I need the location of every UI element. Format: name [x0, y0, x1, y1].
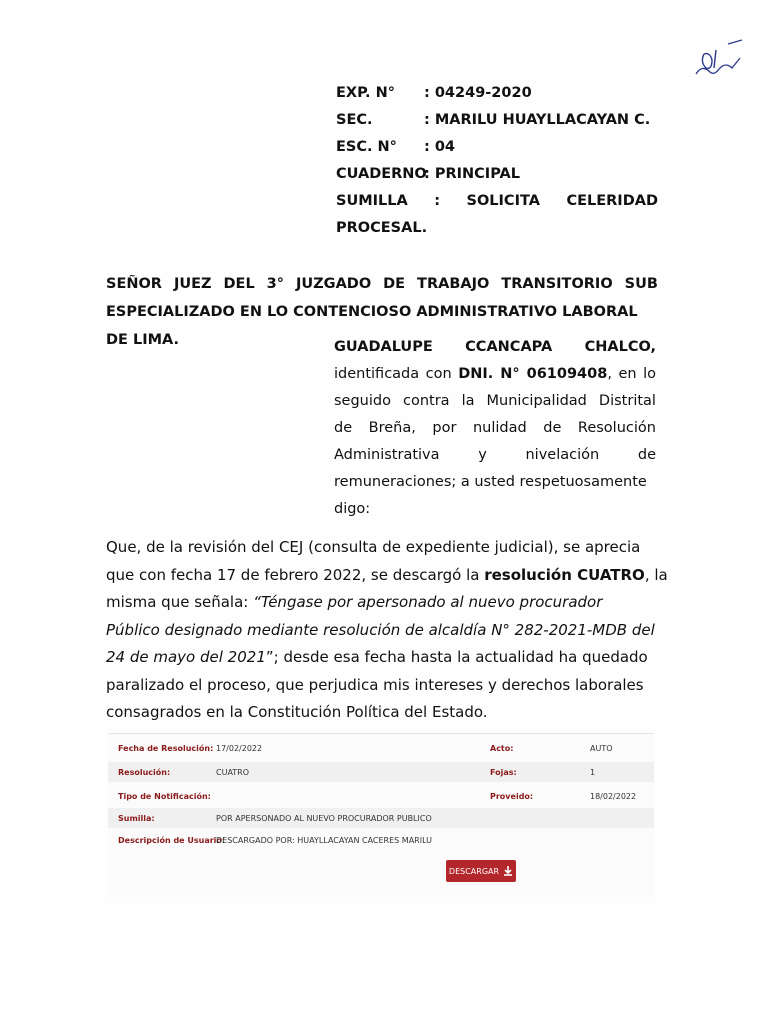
- petitioner-word: de: [334, 420, 353, 436]
- petitioner-word: de: [543, 420, 562, 436]
- petitioner-word: por: [432, 420, 457, 436]
- addressee-word: 3°: [266, 276, 285, 292]
- para-text: , la: [644, 565, 668, 584]
- addressee-word: TRABAJO: [417, 276, 490, 292]
- cej-row-fecha: [108, 738, 654, 758]
- para-line-2: [106, 562, 668, 590]
- header-row-sec: [336, 107, 658, 134]
- petitioner-line-7: digo:: [334, 501, 371, 517]
- petitioner-word: nivelación: [525, 447, 600, 463]
- download-button-label: DESCARGAR: [448, 866, 500, 876]
- petitioner-word: la: [461, 393, 475, 409]
- header-row-sumilla-cont: [336, 215, 658, 242]
- header-key: CUADERNO: [336, 166, 427, 182]
- addressee-word: SUB: [624, 276, 658, 292]
- para-line-5: [106, 644, 656, 672]
- petitioner-name: [334, 334, 656, 361]
- para-line-4: [106, 617, 656, 645]
- para-line-1: Que, de la revisión del CEJ (consulta de expediente judicial), se aprecia: [106, 538, 641, 556]
- addressee-word: SEÑOR: [106, 276, 162, 292]
- cej-row-tipo: [108, 786, 654, 806]
- addressee-word: JUEZ: [173, 276, 212, 292]
- cej-value: CUATRO: [216, 768, 250, 777]
- petitioner-word: Municipalidad: [486, 393, 587, 409]
- header-row-cuaderno: [336, 161, 658, 188]
- para-text: que con fecha 17 de febrero 2022, se descargó la: [106, 565, 485, 584]
- header-row-sumilla: [336, 188, 658, 215]
- petitioner-text: identificada con: [334, 366, 459, 382]
- header-key: ESC. N°: [336, 139, 397, 155]
- cej-value: 18/02/2022: [590, 792, 637, 801]
- para-line-6: paralizado el proceso, que perjudica mis intereses y derechos laborales: [106, 675, 644, 694]
- case-header: [336, 80, 658, 242]
- header-row-exp: [336, 80, 658, 107]
- name-word: CHALCO,: [584, 339, 656, 355]
- para-italic: Público designado mediante resolución de alcaldía N° 282-2021-MDB del: [106, 620, 655, 639]
- header-value: : 04: [424, 139, 456, 155]
- petitioner-line-5: [334, 442, 656, 469]
- petitioner-word: seguido: [334, 393, 391, 409]
- petitioner-line-6: remuneraciones; a usted respetuosamente: [334, 474, 647, 490]
- sumilla-word: PROCESAL.: [336, 220, 428, 236]
- para-text: misma que señala:: [106, 593, 254, 611]
- cej-value: 17/02/2022: [216, 744, 263, 753]
- petitioner-block: [334, 334, 656, 523]
- name-word: GUADALUPE: [334, 339, 433, 355]
- addressee-word: DEL: [223, 276, 255, 292]
- cej-label: Resolución:: [118, 768, 171, 777]
- cej-row-descripcion: [108, 830, 654, 850]
- header-key: SEC.: [336, 112, 373, 128]
- addressee-word: TRANSITORIO: [501, 276, 613, 292]
- cej-record-panel: [108, 733, 654, 897]
- cej-value: AUTO: [590, 744, 613, 753]
- header-row-esc: [336, 134, 658, 161]
- cej-label: Descripción de Usuario:: [118, 836, 226, 845]
- para-line-7: consagrados en la Constitución Política del Estado.: [106, 703, 488, 721]
- petitioner-text: , en lo: [607, 366, 656, 382]
- cej-label: Sumilla:: [118, 814, 155, 823]
- petitioner-line-2: [334, 361, 656, 388]
- petitioner-line-3: [334, 388, 656, 415]
- download-arrow-icon: [503, 866, 513, 877]
- cej-value: POR APERSONADO AL NUEVO PROCURADOR PUBLICO: [216, 814, 432, 823]
- cej-label: Fojas:: [490, 768, 517, 777]
- petitioner-word: contra: [403, 393, 450, 409]
- cej-value: DESCARGADO POR: HUAYLLACAYAN CACERES MARILU: [216, 836, 432, 845]
- petitioner-word: nulidad: [472, 420, 527, 436]
- petitioner-word: Resolución: [577, 420, 656, 436]
- sumilla-word: CELERIDAD: [566, 193, 658, 209]
- petitioner-word: de: [637, 447, 656, 463]
- para-bold: resolución CUATRO: [484, 565, 645, 584]
- cej-row-sumilla: [108, 808, 654, 828]
- header-key: EXP. N°: [336, 85, 395, 101]
- cej-value: 1: [590, 768, 596, 777]
- sumilla-word: SOLICITA: [466, 193, 540, 209]
- para-italic: 24 de mayo del 2021: [106, 648, 266, 666]
- sumilla-colon: :: [434, 193, 441, 209]
- cej-row-resolucion: [108, 762, 654, 782]
- petitioner-word: Administrativa: [334, 447, 440, 463]
- para-text: ”; desde esa fecha hasta la actualidad ha quedado: [265, 648, 648, 666]
- download-button[interactable]: [446, 860, 516, 882]
- header-value: : PRINCIPAL: [424, 166, 520, 182]
- petitioner-dni: DNI. N° 06109408: [458, 366, 608, 382]
- cej-label: Tipo de Notificación:: [118, 792, 211, 801]
- petitioner-line-4: [334, 415, 656, 442]
- sumilla-key: SUMILLA: [336, 193, 408, 209]
- name-word: CCANCAPA: [465, 339, 553, 355]
- handwritten-folio-icon: [690, 36, 750, 106]
- header-value: : 04249-2020: [424, 85, 532, 101]
- petitioner-word: Breña,: [368, 420, 416, 436]
- header-value: : MARILU HUAYLLACAYAN C.: [424, 112, 651, 128]
- cej-label: Fecha de Resolución:: [118, 744, 214, 753]
- addressee-word: DE: [383, 276, 406, 292]
- para-italic: “Téngase por apersonado al nuevo procurador: [253, 593, 603, 611]
- petitioner-word: Distrital: [598, 393, 656, 409]
- cej-label: Acto:: [490, 744, 514, 753]
- addressee-line-1: [106, 270, 658, 298]
- addressee-word: JUZGADO: [295, 276, 372, 292]
- addressee-line-2: ESPECIALIZADO EN LO CONTENCIOSO ADMINISTRATIVO LABORAL DE LIMA.: [106, 304, 638, 348]
- cej-label: Proveido:: [490, 792, 534, 801]
- body-paragraph: [106, 534, 668, 727]
- para-line-3: [106, 589, 656, 617]
- petitioner-word: y: [478, 447, 487, 463]
